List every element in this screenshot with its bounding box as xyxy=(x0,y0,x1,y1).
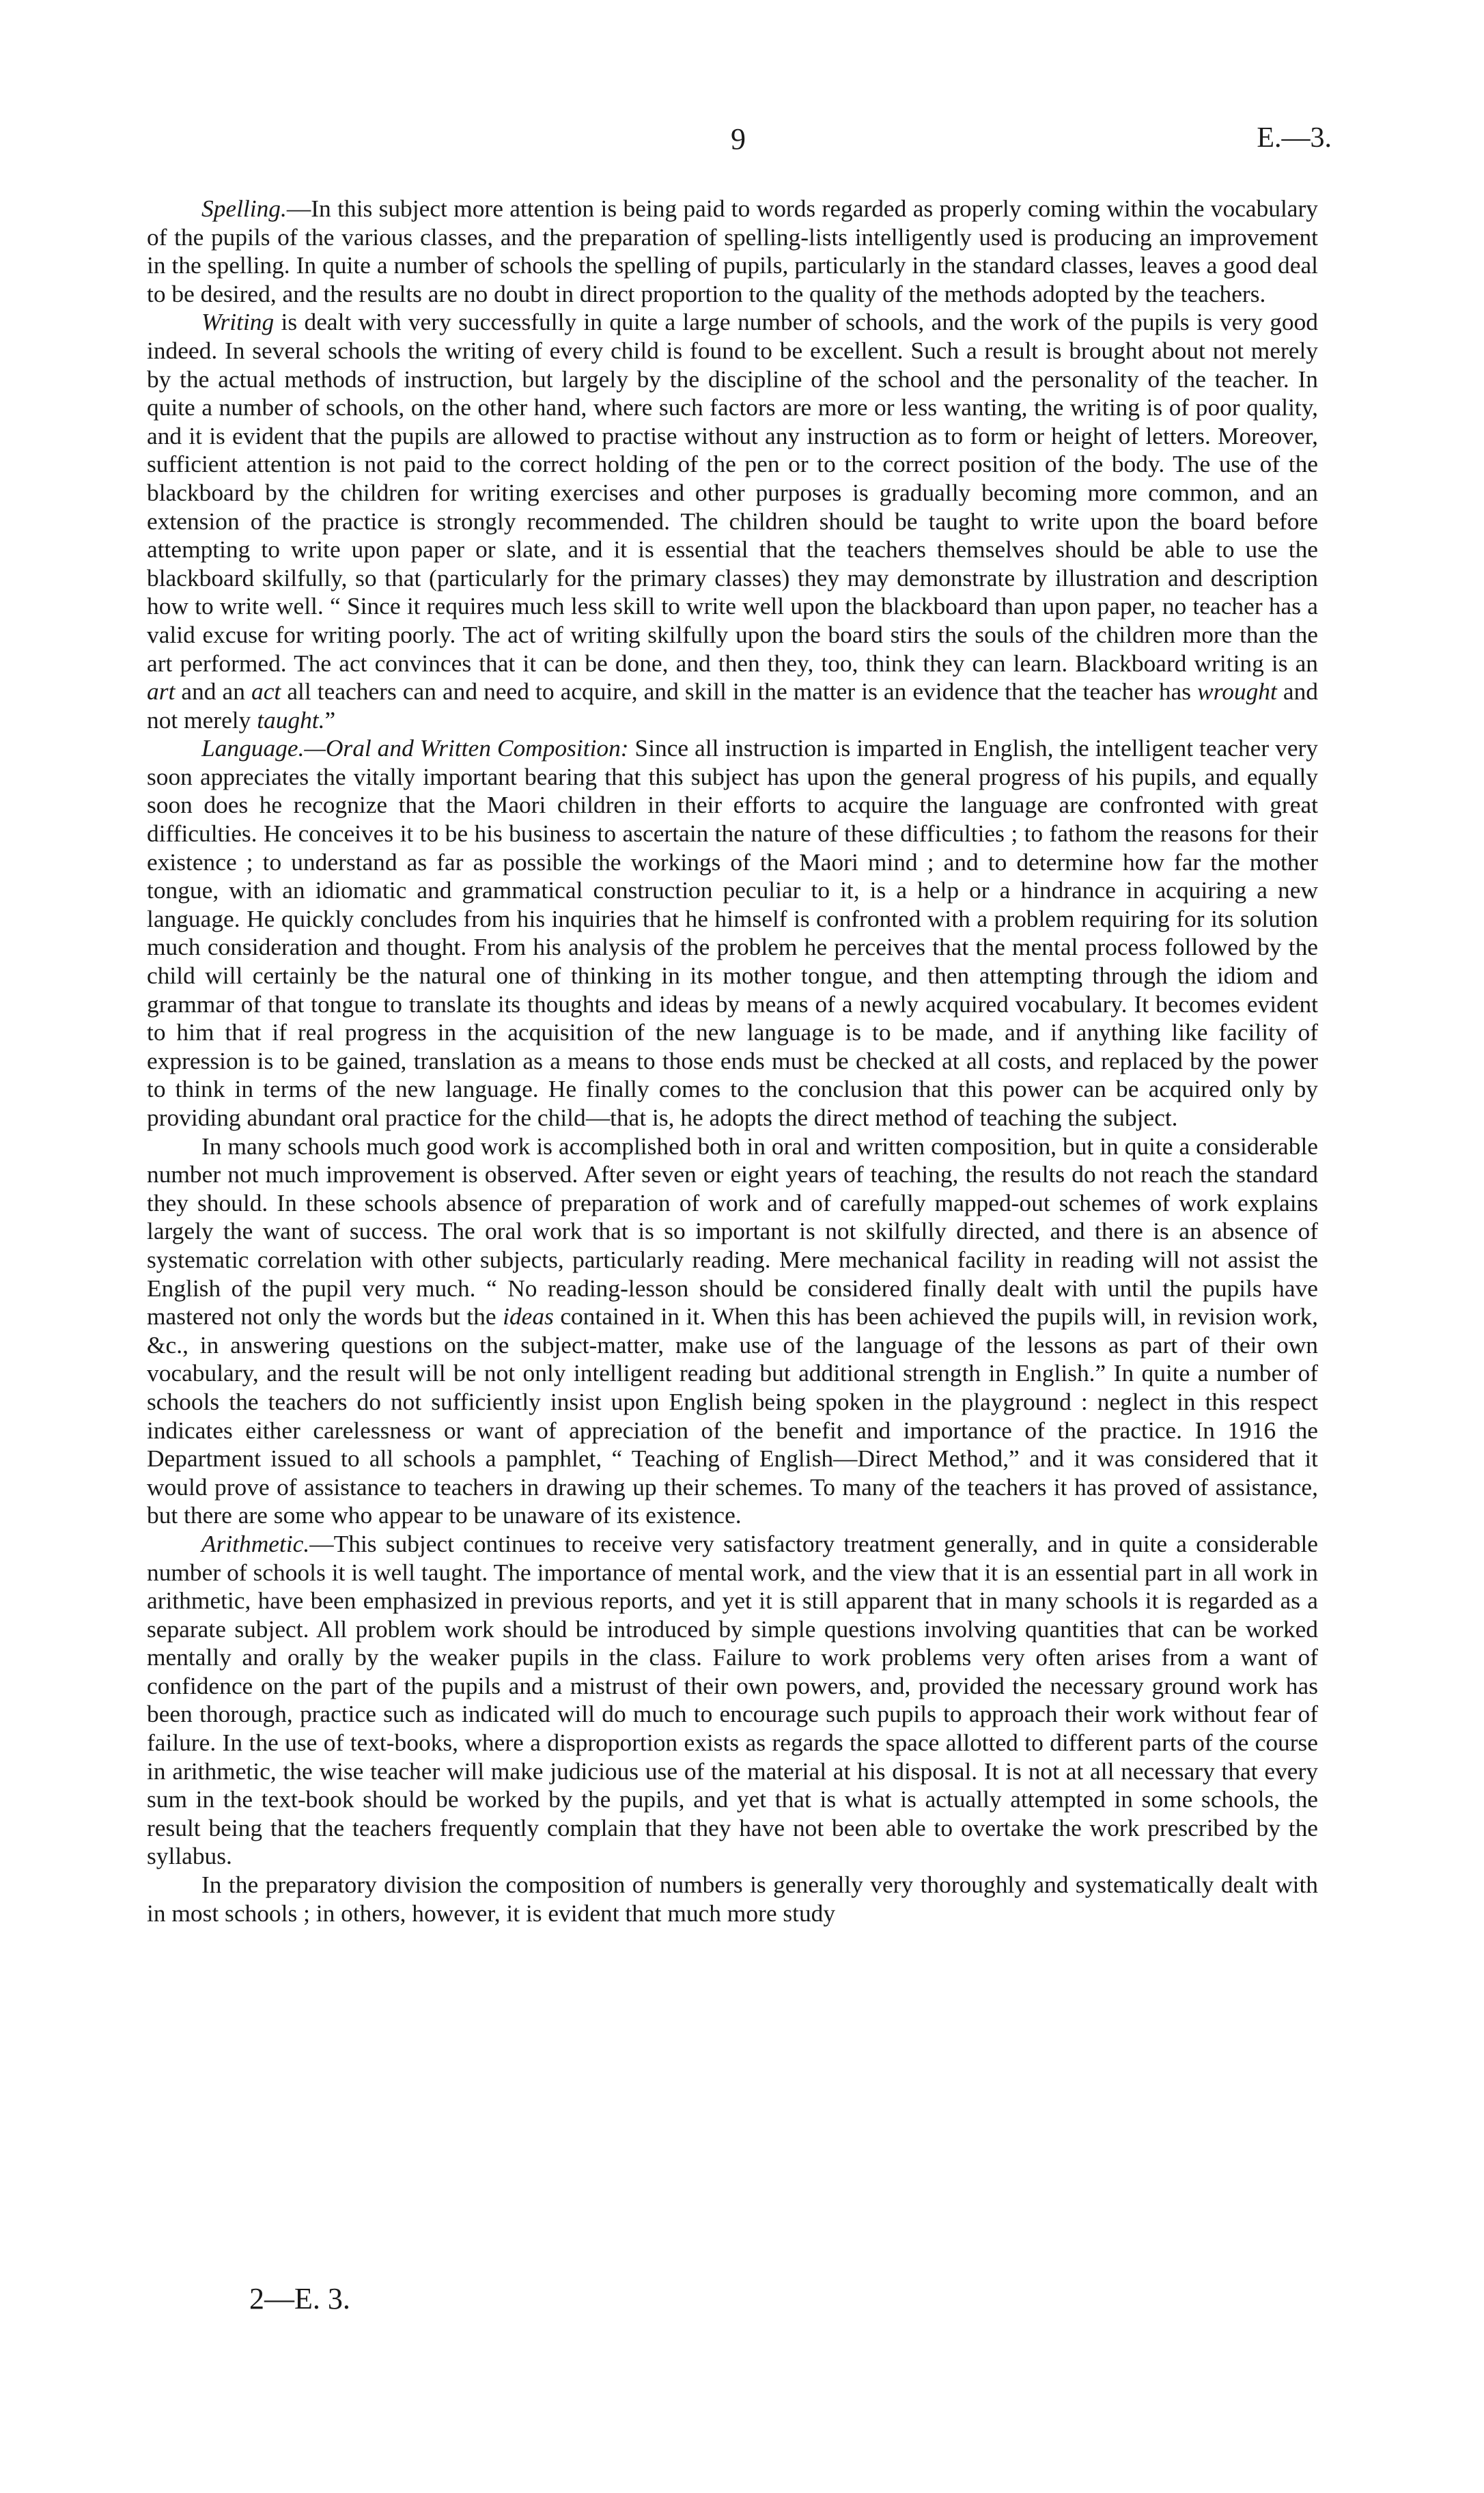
paragraph-arithmetic xyxy=(147,1530,1318,1871)
paragraph-writing xyxy=(147,308,1318,734)
paragraph-spelling xyxy=(147,195,1318,308)
paragraph-language xyxy=(147,734,1318,1132)
document-reference: E.—3. xyxy=(1257,122,1332,154)
paragraph-text: Since all instruction is imparted in English, the intelligent teacher very soon appreciates the vitally important bearing that this subject has upon the general progress of his pupils, and equally soon does he recognize that the Maori children in their efforts to acquire the language are confronted with great difficulties. He conceives it to be his business to ascertain the nature of these difficulties ; to fathom the reasons for their existence ; to understand as far as possible the workings of the Maori mind ; and to determine how far the mother tongue, with an idiomatic and grammatical construction peculiar to it, is a help or a hindrance in acquiring a new language. He quickly concludes from his inquiries that he himself is confronted with a problem requiring for its solution much consideration and thought. From his analysis of the problem he perceives that the mental process followed by the child will certainly be the natural one of thinking in its mother tongue, and then attempting through the idiom and grammar of that tongue to translate its thoughts and ideas by means of a newly acquired vocabulary. It becomes evident to him that if real progress in the acquisition of the new language is to be made, and if anything like facility of expression is to be gained, translation as a means to those ends must be checked at all costs, and replaced by the power to think in terms of the new language. He finally comes to the conclusion that this power can be acquired only by providing abundant oral practice for the child—that is, he adopts the direct method of teaching the subject. xyxy=(147,734,1319,1131)
heading-arithmetic: Arithmetic. xyxy=(201,1529,310,1557)
paragraph-text: and not merely xyxy=(147,678,1318,734)
paragraph-text: all teachers can and need to acquire, and skill in the matter is an evidence that the teacher has xyxy=(281,678,1198,706)
heading-language: Language.—Oral and Written Composition: xyxy=(201,734,629,762)
paragraph-text: —In this subject more attention is being paid to words regarded as properly coming within the vocabulary of the pupils of the various classes, and the preparation of spelling-lists intelligently used is producing an improvement in the spelling. In quite a number of schools the spelling of pupils, particularly in the standard classes, leaves a good deal to be desired, and the results are no doubt in direct proportion to the quality of the methods adopted by the teachers. xyxy=(147,195,1318,307)
emphasis-art: art xyxy=(147,678,176,706)
heading-spelling: Spelling. xyxy=(201,195,287,222)
paragraph-text: In many schools much good work is accomplished both in oral and written composition, but in quite a considerable number not much improvement is observed. After seven or eight years of teaching, the results do not reach the standard they should. In these schools absence of preparation of work and of carefully mapped-out schemes of work explains largely the want of success. The oral work that is so important is not skilfully directed, and there is an absence of systematic correlation with other subjects, particularly reading. Mere mechanical facility in reading will not assist the English of the pupil very much. “ No reading-lesson should be considered finally dealt with until the pupils have mastered not only the words but the xyxy=(147,1132,1318,1331)
paragraph-text: ” xyxy=(324,706,336,734)
signature-mark: 2—E. 3. xyxy=(249,2282,350,2315)
paragraph-text: —This subject continues to receive very satisfactory treatment generally, and in quite a considerable number of schools it is well taught. The importance of mental work, and the view that it is an essential part in all work in arithmetic, have been emphasized in previous reports, and yet it is still apparent that in many schools it is regarded as a separate subject. All problem work should be introduced by simple questions involving quantities that can be worked mentally and orally by the weaker pupils in the class. Failure to work problems very often arises from a want of confidence on the part of the pupils and a mistrust of their own powers, and, provided the necessary ground work has been thorough, practice such as indicated will do much to encourage such pupils to approach their work without fear of failure. In the use of text-books, where a disproportion exists as regards the space allotted to different parts of the course in arithmetic, the wise teacher will make judicious use of the material at his disposal. It is not at all necessary that every sum in the text-book should be worked by the pupils, and yet that is what is actually attempted in some schools, the result being that the teachers frequently complain that they have not been able to overtake the work prescribed by the syllabus. xyxy=(147,1529,1318,1870)
emphasis-wrought: wrought xyxy=(1197,678,1277,706)
paragraph-preparatory xyxy=(147,1871,1318,1927)
page-number: 9 xyxy=(731,122,746,156)
paragraph-text: is dealt with very successfully in quite a large number of schools, and the work of the pupils is very good indeed. In several schools the writing of every child is found to be excellent. Such a result is brought about not merely by the actual methods of instruction, but largely by the discipline of the school and the personality of the teacher. In quite a number of schools, on the other hand, where such factors are more or less wanting, the writing is of poor quality, and it is evident that the pupils are allowed to practise without any instruction as to form or height of letters. Moreover, sufficient attention is not paid to the correct holding of the pen or to the correct position of the body. The use of the blackboard by the children for writing exercises and other purposes is gradually becoming more common, and an extension of the practice is strongly recommended. The children should be taught to write upon the board before attempting to write upon paper or slate, and it is essential that the teachers themselves should be able to use the blackboard skilfully, so that (particularly for the primary classes) they may demonstrate by illustration and description how to write well. “ Since it requires much less skill to write well upon the blackboard than upon paper, no teacher has a valid excuse for writing poorly. The act of writing skilfully upon the board stirs the souls of the children more than the art performed. The act convinces that it can be done, and then they, too, think they can learn. Blackboard writing is an xyxy=(147,308,1318,677)
emphasis-taught: taught. xyxy=(257,706,325,734)
report-body xyxy=(147,195,1318,1927)
heading-writing: Writing xyxy=(201,308,275,336)
paragraph-text: and an xyxy=(175,678,252,706)
paragraph-composition xyxy=(147,1132,1318,1530)
paragraph-text: In the preparatory division the composition of numbers is generally very thoroughly and systematically dealt with in most schools ; in others, however, it is evident that much more study xyxy=(147,1871,1318,1927)
emphasis-act: act xyxy=(251,678,281,706)
paragraph-text: contained in it. When this has been achieved the pupils will, in revision work, &c., in answering questions on the subject-matter, make use of the language of the lessons as part of their own vocabulary, and the result will be not only intelligent reading but additional strength in English.” In quite a number of schools the teachers do not sufficiently insist upon English being spoken in the playground : neglect in this respect indicates either carelessness or want of appreciation of the benefit and importance of the practice. In 1916 the Department issued to all schools a pamphlet, “ Teaching of English—Direct Method,” and it was considered that it would prove of assistance to teachers in drawing up their schemes. To many of the teachers it has proved of assistance, but there are some who appear to be unaware of its existence. xyxy=(147,1303,1319,1529)
page-header xyxy=(205,122,1332,169)
emphasis-ideas: ideas xyxy=(503,1303,554,1331)
